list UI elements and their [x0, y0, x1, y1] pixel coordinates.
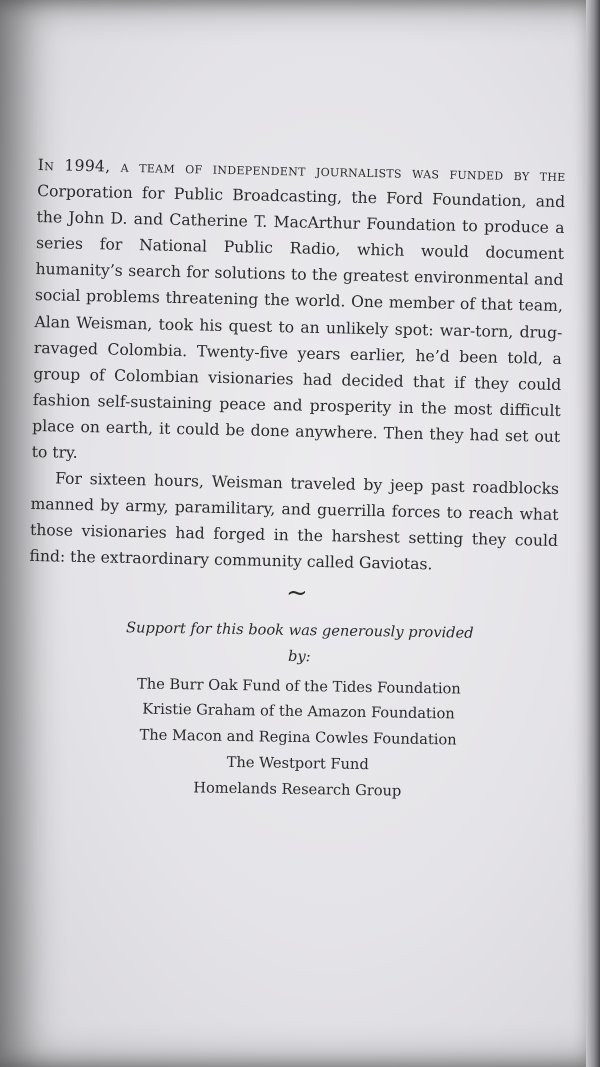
- funder-item: Homelands Research Group: [193, 779, 402, 800]
- intro-body: Corporation for Public Broadcasting, the Ford Foundation, and the John D. and Catherine T. MacArthur Foundation to produce a series for National Public Radio, which would document humanity’s search for solutions to the greatest environmental and social problems threatening the world. One member of that team, Alan Weisman, took his quest to an unlikely spot: war-torn, drug-ravaged Colombia. Twenty-five years earlier, he’d been told, a group of Colombian visionaries had decided that if they could fashion self-sustaining peace and prosperity in the most difficult place on earth, it could be done anywhere. Then they had set out to try.: [31, 182, 566, 462]
- funder-item: The Westport Fund: [226, 753, 369, 774]
- funder-item: Kristie Graham of the Amazon Foundation: [142, 700, 455, 723]
- support-section: [117, 615, 480, 805]
- tilde-ornament: ~: [286, 578, 308, 608]
- page-edge: [586, 0, 600, 1067]
- funder-item: The Macon and Regina Cowles Foundation: [139, 726, 457, 749]
- intro-lead-smallcaps: In 1994, a team of independent journalists was funded by the: [37, 155, 566, 186]
- description-text: [29, 152, 566, 580]
- support-intro: Support for this book was generously provided by:: [125, 619, 474, 665]
- funder-item: The Burr Oak Fund of the Tides Foundation: [136, 675, 461, 698]
- second-paragraph: For sixteen hours, Weisman traveled by jeep past roadblocks manned by army, paramilitary, and guerrilla forces to reach what those visionaries had forged in the harshest setting they could find: the extraordinary community called Gaviotas.: [29, 469, 560, 574]
- intro-paragraph: [31, 152, 565, 476]
